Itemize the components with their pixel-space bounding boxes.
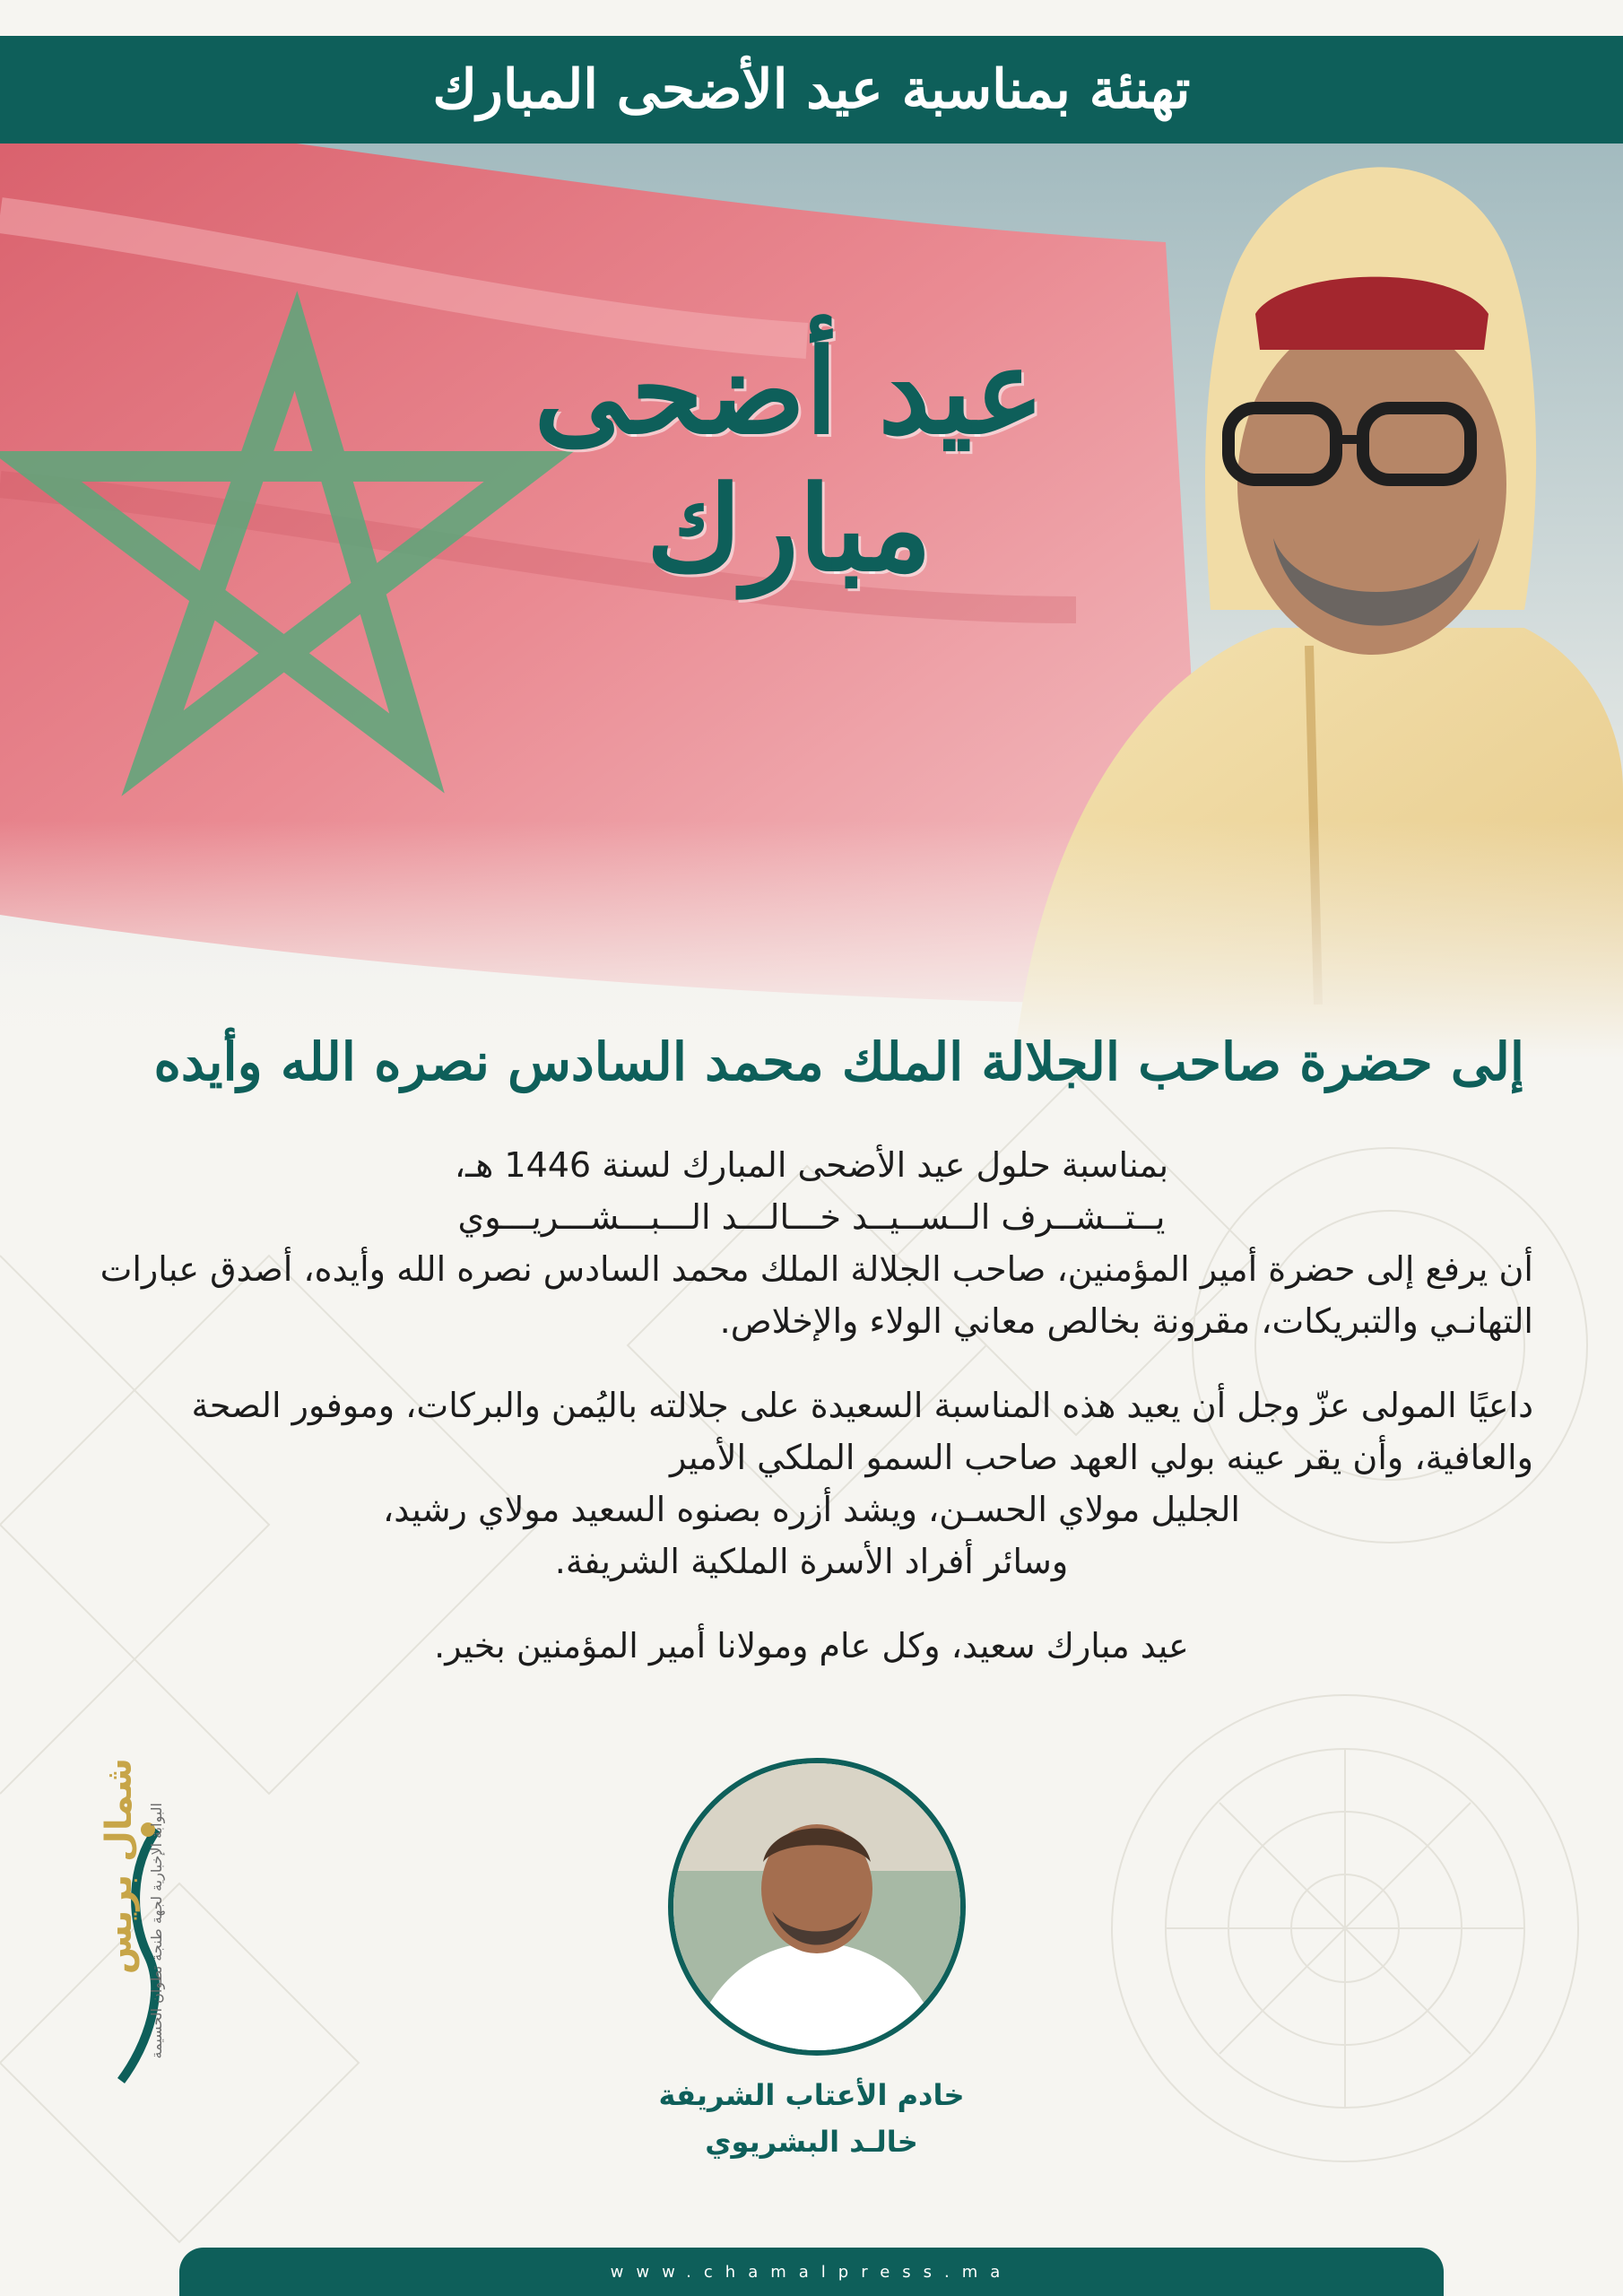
logo-name: شمال بريس <box>99 1758 140 1975</box>
banner-title: تهنئة بمناسبة عيد الأضحى المبارك <box>432 58 1191 121</box>
top-banner <box>0 36 1623 144</box>
signature-role: خادم الأعتاب الشريفة <box>658 2078 965 2112</box>
prayer-line-3: وسائر أفراد الأسرة الملكية الشريفة. <box>554 1542 1069 1581</box>
sender-line: يــتــشــرف الــســيــد خـــالـــد الـــبـــشـــريـــوي <box>457 1197 1166 1237</box>
addressee-heading: إلى حضرة صاحب الجلالة الملك محمد السادس نصره الله وأيده <box>153 1031 1524 1092</box>
signature-block <box>542 2072 1081 2165</box>
signature-name: خالـد البشريوي <box>705 2125 918 2159</box>
closing-line: عيد مبارك سعيد، وكل عام ومولانا أمير المؤمنين بخير. <box>434 1626 1189 1665</box>
message-body <box>90 1139 1533 1672</box>
sender-portrait <box>668 1758 966 2056</box>
eid-greeting-title: عيد أضحى مبارك <box>534 323 1045 597</box>
prayer-line-2: الجليل مولاي الحسـن، ويشد أزره بصنوه السعيد مولاي رشيد، <box>383 1490 1240 1529</box>
prayer-paragraph: داعيًا المولى عزّ وجل أن يعيد هذه المناسبة السعيدة على جلالته باليُمن والبركات، وموفور الصحة والعافية، وأن يقر عينه بولي العهد صاحب السمو الملكي الأمير <box>191 1386 1533 1477</box>
occasion-line: بمناسبة حلول عيد الأضحى المبارك لسنة 1446 هـ، <box>454 1145 1169 1185</box>
footer-bar <box>179 2248 1444 2296</box>
congratulation-paragraph: أن يرفع إلى حضرة أمير المؤمنين، صاحب الجلالة الملك محمد السادس نصره الله وأيده، أصدق عبارات التهانـي والتبريكات، مقرونة بخالص معاني الولاء والإخلاص. <box>100 1249 1533 1341</box>
footer-url[interactable]: www.chamalpress.ma <box>610 2262 1013 2282</box>
logo-tagline: البوابة الإخبارية لجهة طنجة تطوان الحسيمة <box>148 1803 165 2059</box>
